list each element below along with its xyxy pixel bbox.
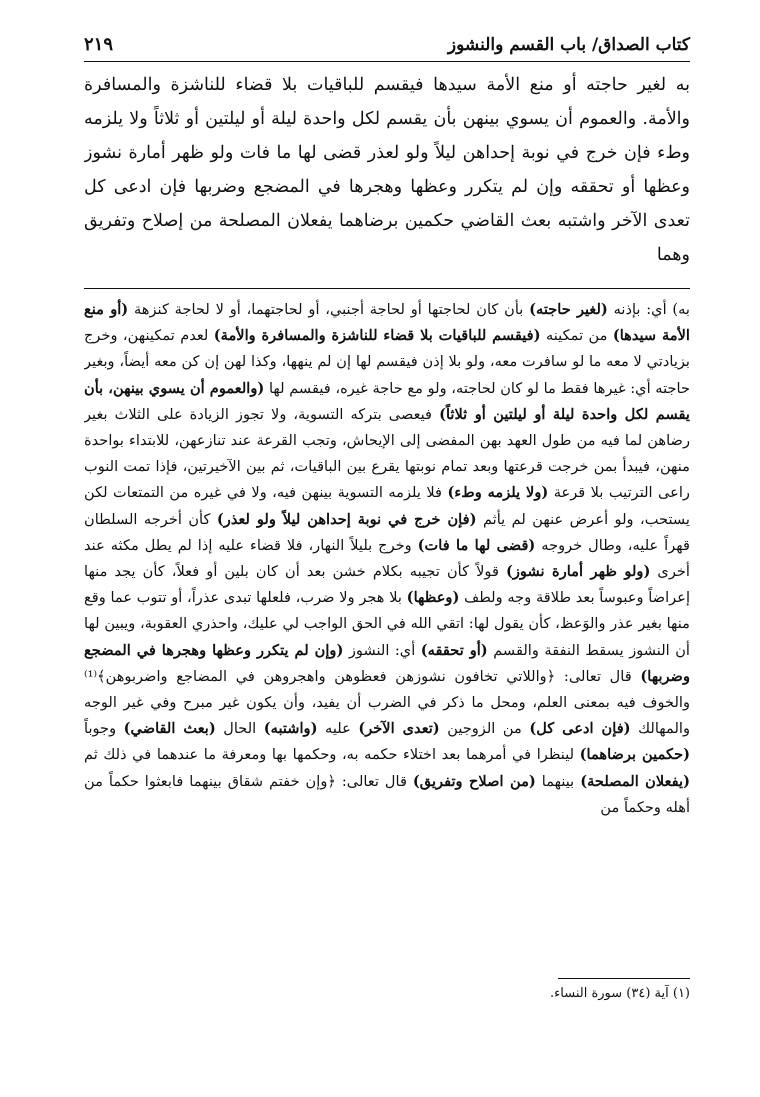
- commentary-text: [84, 297, 690, 973]
- commentary-segment: من الزوجين: [439, 720, 530, 738]
- commentary-segment: لعدم تمكينهن، وخرج بزيادتي لا معه ما لو سافرت معه، ولو بلا إذن فيقسم لها إن لم ينهها، وكذا لهن إن كن معه أيضاً، وبغير حاجته أي: غيرها فقط ما لو كان لحاجته، ولو مع حاجة غيره، فيقسم لها: [84, 327, 690, 397]
- commentary-bold-phrase: (حكمين برضاهما): [579, 746, 690, 764]
- footnote-separator: [558, 978, 690, 979]
- commentary-segment: من تمكينه: [540, 327, 613, 345]
- commentary-segment: أي: النشوز: [343, 641, 421, 659]
- commentary-segment: وجوباً: [84, 720, 124, 738]
- commentary-segment: بأن كان لحاجتها أو لحاجة أجنبي، أو لحاجتهما، أو لا لحاجة كنزهة: [128, 301, 530, 318]
- commentary-segment: فلا يلزمه التسوية بينهن فيه، ولا في غيره من التمتعات لكن يستحب، ولو أعرض عنهن لم يأثم: [84, 484, 690, 528]
- commentary-bold-phrase: (فإن ادعى كل): [529, 720, 631, 738]
- commentary-segment: عليه: [317, 720, 359, 738]
- commentary-bold-phrase: (فإن خرج في نوبة إحداهن ليلاً ولو لعذر): [216, 510, 477, 528]
- commentary-bold-phrase: (من اصلاح وتفريق): [412, 772, 536, 790]
- commentary-segment: قال تعالى: ﴿واللاتي تخافون نشوزهن فعظوهن واهجروهن في المضاجع واضربوهن﴾: [97, 667, 641, 685]
- commentary-bold-phrase: (فيقسم للباقيات بلا قضاء للناشزة والمسافرة والأمة): [213, 327, 541, 345]
- commentary-bold-phrase: (ولو ظهر أمارة نشوز): [505, 563, 651, 581]
- commentary-segment: لينظرا في أمرهما بعد اختلاء حكمه به، وحكمها بها ومعرفة ما عندهما في ذلك ثم: [84, 746, 580, 764]
- commentary-segment: ⁽¹⁾: [84, 667, 98, 685]
- commentary-bold-phrase: (أو منع الأمة سيدها): [84, 301, 690, 345]
- commentary-bold-phrase: (أو تحققه): [420, 641, 488, 659]
- footnote: (١) آية (٣٤) سورة النساء.: [550, 986, 690, 1001]
- commentary-bold-phrase: (يفعلان المصلحة): [580, 772, 690, 790]
- commentary-bold-phrase: (وعظها): [406, 589, 460, 607]
- commentary-bold-phrase: (تعدى الآخر): [358, 720, 440, 738]
- commentary-bold-phrase: (قضى لها ما فات): [417, 536, 536, 554]
- commentary-segment: بينهما: [535, 772, 581, 790]
- commentary-segment: قال تعالى: ﴿وإن خفتم شقاق بينهما فابعثوا حكماً من أهله وحكماً من: [84, 772, 690, 816]
- commentary-bold-phrase: (وإن لم يتكرر وعظها وهجرها في المضجع وضربها): [84, 641, 690, 685]
- commentary-segment: فيعصى بتركه التسوية، ولا تجوز الزيادة على الثلاث بغير رضاهن لما فيه من طول العهد بهن المفضى إلى الإيحاش، وتجب القرعة عند تنازعهن، للابتداء بواحدة منهن، فيبدأ بمن خرجت قرعتها وبعد تمام نوبتها يقرع بين الباقيات، ثم بين الآخيرتين، فإذا تمت النوب راعى الترتيب بلا قرعة: [84, 405, 690, 502]
- commentary-segment: به) أي: بإذنه: [607, 301, 690, 318]
- main-text: به لغير حاجته أو منع الأمة سيدها فيقسم للباقيات بلا قضاء للناشزة والمسافرة والأمة. والعموم أن يسوي بينهن بأن يقسم لكل واحدة ليلة أو ليلتين أو ثلاثاً ولا يلزمه وطء فإن خرج في نوبة إحداهن ليلاً ولو لعذر قضى لها ما فات ولو ظهر أمارة نشوز وعظها أو تحققه وإن لم يتكرر وعظها وهجرها في المضجع وضربها فإن ادعى كل تعدى الآخر واشتبه بعث القاضي حكمين برضاهما يفعلان المصلحة من إصلاح وتفريق وهما: [84, 75, 690, 265]
- commentary-segment: والخوف فيه بمعنى العلم، ومحل ما ذكر في الضرب أن يفيد، وأن يكون غير مبرح وفي غير الوجه والمهالك: [84, 694, 690, 738]
- commentary-segment: الحال: [215, 720, 264, 738]
- commentary-segment: وخرج بليلاً النهار، فلا قضاء عليه إذا لم يطل مكثه عند أخرى: [84, 536, 690, 581]
- commentary-bold-phrase: (بعث القاضي): [123, 720, 216, 738]
- commentary-bold-phrase: (والعموم أن يسوي بينهن، بأن يقسم لكل واحدة ليلة أو ليلتين أو ثلاثاً): [84, 379, 690, 423]
- commentary-segment: قولاً كأن تجيبه بكلام خشن بعد أن كان بلين أو فعلاً، كأن يجد منها إعراضاً وعبوساً بعد طلاقة وجه ولطف: [84, 563, 690, 607]
- commentary-bold-phrase: (واشتبه): [263, 720, 318, 738]
- page-header: [84, 34, 690, 62]
- commentary-segment: كأن أخرجه السلطان قهراً عليه، وطال خروجه: [84, 510, 690, 554]
- running-title: كتاب الصداق/ باب القسم والنشوز: [447, 35, 690, 55]
- page-number: ٢١٩: [84, 34, 114, 55]
- commentary-bold-phrase: (لغير حاجته): [529, 301, 608, 318]
- text-separator: [84, 288, 690, 289]
- commentary-bold-phrase: (ولا يلزمه وطء): [447, 484, 549, 502]
- commentary-segment: بلا هجر ولا ضرب، فلعلها تبدى عذراً، أو تتوب عما وقع منها بغير عذر والوَعظ، كأن يقول لها: اتقي الله في الحق الواجب لي عليك، واحذري العقوبة، ويبين لها أن النشوز يسقط النفقة والقسم: [84, 589, 690, 659]
